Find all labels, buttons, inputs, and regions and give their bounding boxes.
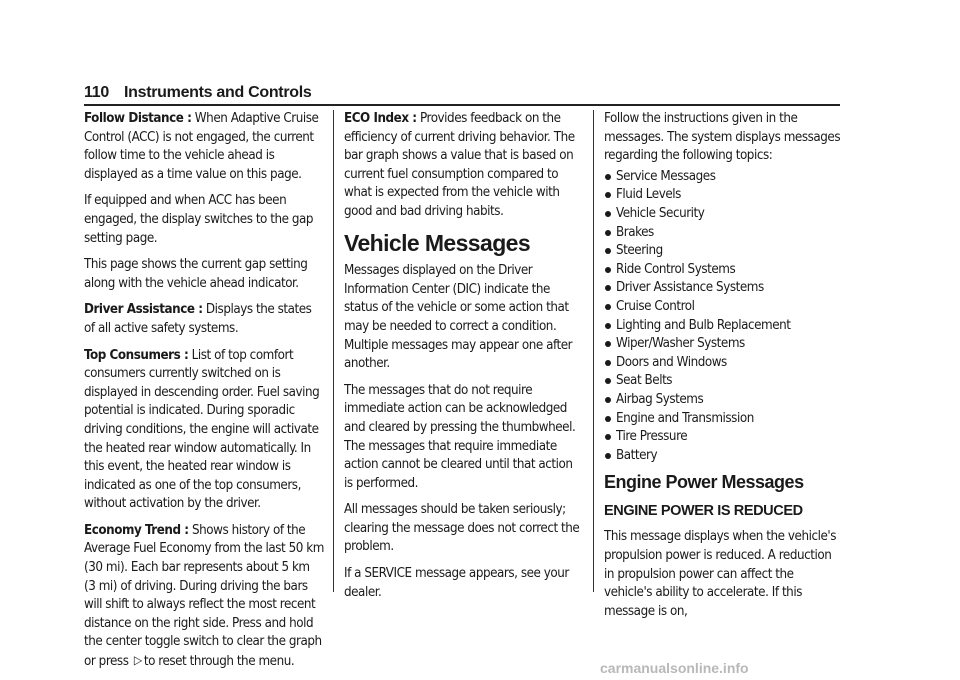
bullet-icon: [605, 360, 611, 366]
list-item: Brakes: [604, 224, 844, 243]
list-item: Tire Pressure: [604, 428, 844, 447]
column-3: [604, 110, 844, 629]
list-item: Steering: [604, 242, 844, 261]
bullet-icon: [605, 304, 611, 310]
engine-power-reduced-heading: ENGINE POWER IS REDUCED: [604, 502, 803, 519]
list-item: Seat Belts: [604, 372, 844, 391]
column-2: [344, 110, 584, 610]
gap-paragraph: This page shows the current gap setting along with the vehicle ahead indicator.: [84, 257, 308, 291]
header-rule: [84, 104, 840, 106]
economy-trend-tail: to reset through the menu.: [143, 654, 295, 670]
list-item: Ride Control Systems: [604, 261, 844, 280]
follow-distance-term: Follow Distance :: [84, 111, 192, 126]
follow-distance-paragraph: [84, 110, 324, 184]
list-item: Lighting and Bulb Replacement: [604, 317, 844, 336]
acc-paragraph: If equipped and when ACC has been engaged, the display switches to the gap setting page.: [84, 193, 314, 246]
bullet-icon: [605, 416, 611, 422]
list-item: Engine and Transmission: [604, 410, 844, 429]
column-1: [84, 110, 324, 680]
bullet-icon: [605, 230, 611, 236]
section-title: Instruments and Controls: [124, 84, 312, 101]
vehicle-messages-heading: Vehicle Messages: [344, 229, 531, 256]
topics-intro: Follow the instructions given in the messages. The system displays messages regarding the following topics:: [604, 111, 841, 164]
bullet-icon: [605, 434, 611, 440]
list-item: Doors and Windows: [604, 354, 844, 373]
list-item: Cruise Control: [604, 298, 844, 317]
eco-index-text: Provides feedback on the efficiency of current driving behavior. The bar graph shows a value that is based on current fuel consumption compared to what is expected from the vehicle with good and bad driving habits.: [344, 111, 575, 219]
bullet-icon: [605, 174, 611, 180]
bullet-icon: [605, 248, 611, 254]
engine-power-reduced-paragraph: This message displays when the vehicle's propulsion power is reduced. A reduction in propulsion power can affect the vehicle's ability to accelerate. If this message is on,: [604, 529, 836, 619]
eco-index-term: ECO Index :: [344, 111, 417, 126]
driver-assistance-term: Driver Assistance :: [84, 302, 203, 318]
bullet-icon: [605, 378, 611, 384]
engine-power-messages-heading: Engine Power Messages: [604, 472, 804, 493]
top-consumers-text: List of top comfort consumers currently switched on is displayed in descending order. Fuel saving potential is indicated. During sporadic driving conditions, the engine will activate the heated rear window automatically. In this event, the heated rear window is indicated as one of the top consumers, without activation by the driver.: [84, 347, 320, 512]
list-item: Driver Assistance Systems: [604, 279, 844, 298]
list-item: Vehicle Security: [604, 205, 844, 224]
page-number: 110: [84, 84, 109, 101]
follow-distance-text: When Adaptive Cruise Control (ACC) is not engaged, the current follow time to the vehicle ahead is displayed as a time value on this page.: [84, 111, 319, 182]
topics-list: [604, 168, 844, 466]
bullet-icon: [605, 211, 611, 217]
vehicle-messages-paragraph-4: If a SERVICE message appears, see your dealer.: [344, 566, 569, 600]
list-item: Service Messages: [604, 168, 844, 187]
economy-trend-term: Economy Trend :: [84, 522, 189, 538]
bullet-icon: [605, 397, 611, 403]
column-divider: [333, 110, 334, 592]
bullet-icon: [605, 192, 611, 198]
vehicle-messages-paragraph-1: Messages displayed on the Driver Information Center (DIC) indicate the status of the vehicle or some action that may be needed to correct a condition. Multiple messages may appear one after another.: [344, 263, 573, 372]
column-divider: [593, 110, 594, 592]
eco-index-paragraph: [344, 110, 584, 222]
page-header: [84, 82, 840, 104]
list-item: Battery: [604, 447, 844, 466]
economy-trend-paragraph: [84, 522, 324, 672]
top-consumers-term: Top Consumers :: [84, 347, 189, 363]
bullet-icon: [605, 341, 611, 347]
driver-assistance-text: Displays the states of all active safety systems.: [84, 302, 312, 336]
list-item: Airbag Systems: [604, 391, 844, 410]
driver-assistance-paragraph: [84, 301, 324, 338]
right-triangle-outline-icon: ▷: [133, 653, 142, 668]
bullet-icon: [605, 453, 611, 459]
bullet-icon: [605, 323, 611, 329]
economy-trend-text: Shows history of the Average Fuel Economy from the last 50 km (30 mi). Each bar represents about 5 km (3 mi) of driving. During driving the bars will shift to always reflect the most recent distance on the right side. Press and hold the center toggle switch to clear the graph or press: [84, 522, 324, 670]
watermark: carmanualsonline.info: [600, 660, 749, 676]
list-item: Wiper/Washer Systems: [604, 335, 844, 354]
vehicle-messages-paragraph-3: All messages should be taken seriously; clearing the message does not correct the problem.: [344, 502, 580, 555]
top-consumers-paragraph: [84, 347, 324, 514]
bullet-icon: [605, 267, 611, 273]
vehicle-messages-paragraph-2: The messages that do not require immediate action can be acknowledged and cleared by pressing the thumbwheel. The messages that require immediate action cannot be cleared until that action is performed.: [344, 382, 576, 491]
bullet-icon: [605, 285, 611, 291]
list-item: Fluid Levels: [604, 186, 844, 205]
